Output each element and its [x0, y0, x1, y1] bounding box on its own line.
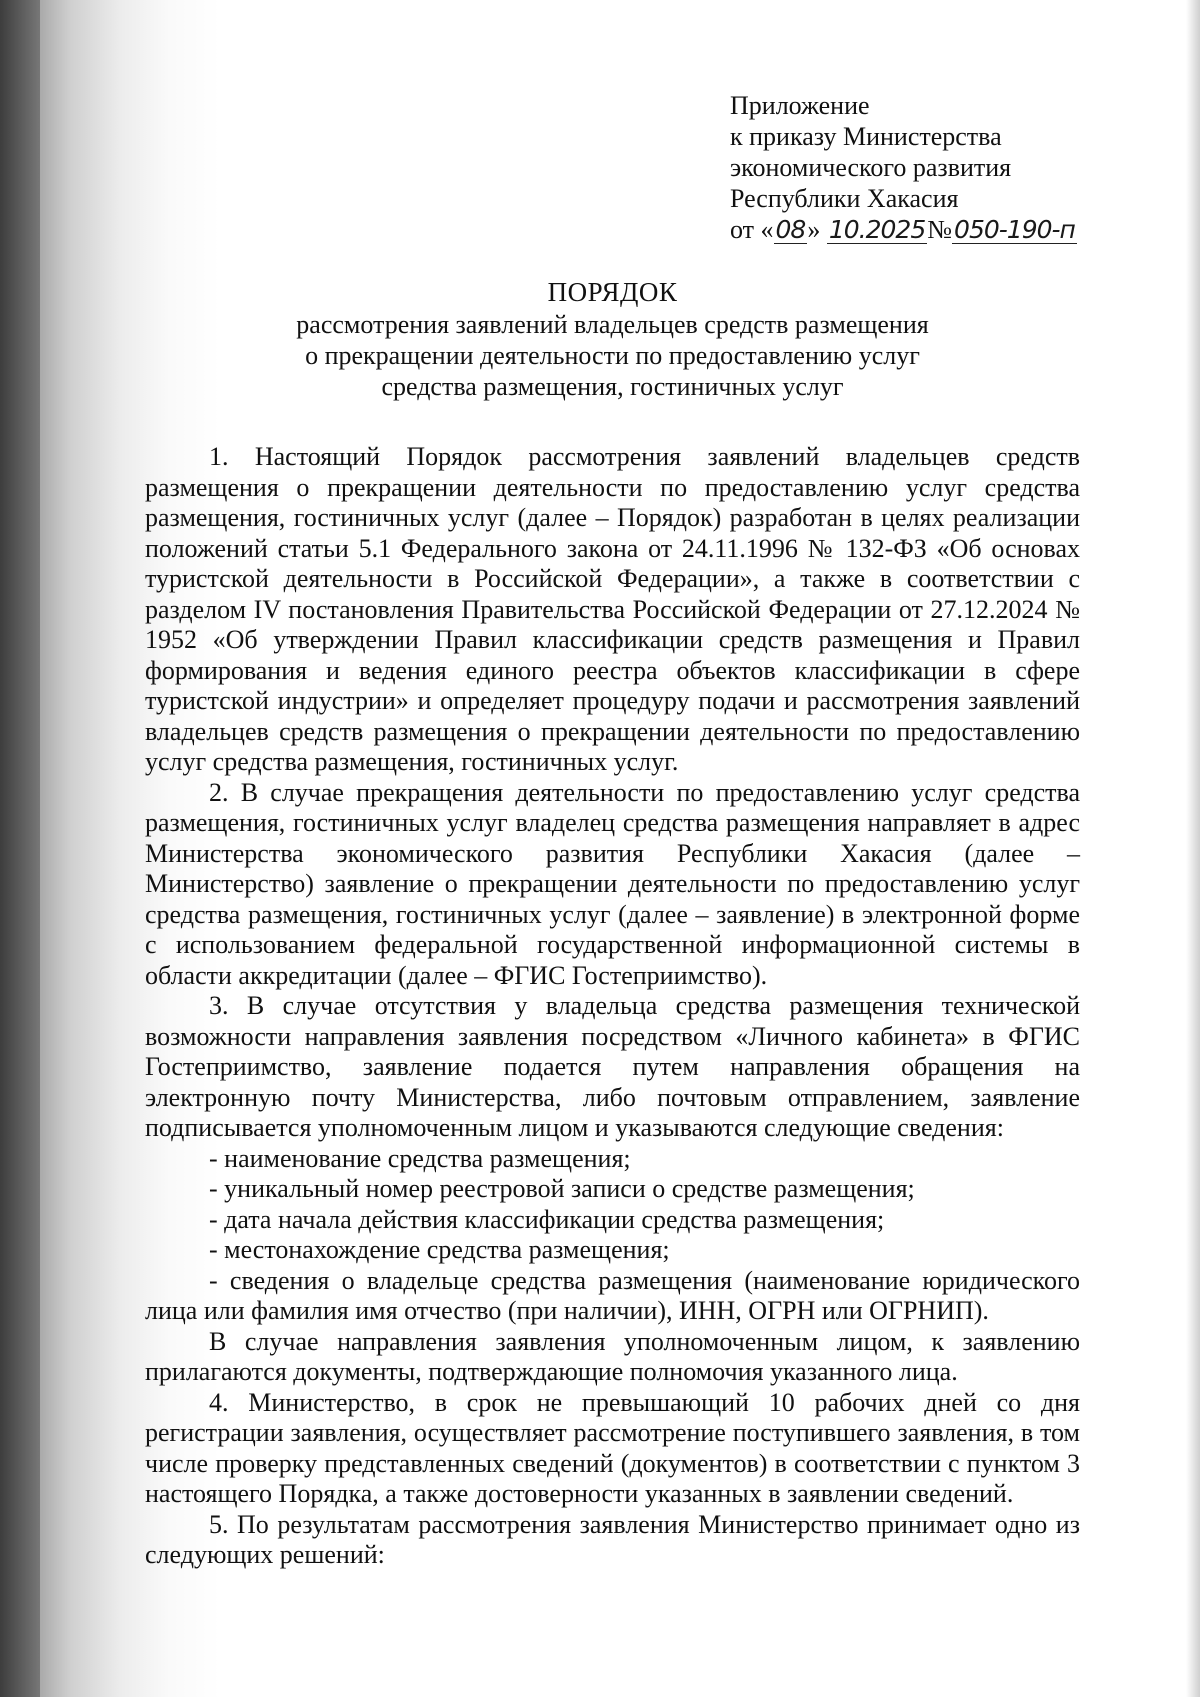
appendix-block: [730, 90, 1090, 245]
scan-shadow-left: [0, 0, 40, 1697]
title-main: ПОРЯДОК: [547, 277, 678, 307]
appendix-line: Приложение: [730, 91, 870, 120]
paragraph-4: 4. Министерство, в срок не превышающий 10 рабочих дней со дня регистрации заявления, осуществляет рассмотрение поступившего заявления, в том числе проверку представленных сведений (документов) в соответствии с пунктом 3 настоящего Порядка, а также достоверности указанных в заявлении сведений.: [145, 1387, 1080, 1508]
number-sign: №: [927, 215, 953, 244]
appendix-line: экономического развития: [730, 153, 1012, 182]
paragraph-2: 2. В случае прекращения деятельности по предоставлению услуг средства размещения, гостиничных услуг владелец средства размещения направляет в адрес Министерства экономического развития Республики Хакасия (далее – Министерство) заявление о прекращении деятельности по предоставлению услуг средства размещения, гостиничных услуг (далее – заявление) в электронной форме с использованием федеральной государственной информационной системы в области аккредитации (далее – ФГИС Гостеприимство).: [145, 777, 1080, 990]
appendix-line: Республики Хакасия: [730, 184, 959, 213]
date-prefix: от «: [730, 215, 774, 244]
handwritten-order-number: 050-190-п: [954, 215, 1075, 244]
appendix-line: к приказу Министерства: [730, 122, 1002, 151]
paragraph-5: 5. По результатам рассмотрения заявления Министерство принимает одно из следующих решений:: [145, 1509, 1080, 1569]
scan-shadow-right: [1186, 0, 1200, 1697]
title-subtitle: о прекращении деятельности по предоставлению услуг: [305, 341, 920, 370]
document-body: [145, 90, 1080, 1571]
paragraph-3: 3. В случае отсутствия у владельца средства размещения технической возможности направления заявления посредством «Личного кабинета» в ФГИС Гостеприимство, заявление подается путем направления обращения на электронную почту Министерства, либо почтовым отправлением, заявление подписывается уполномоченным лицом и указываются следующие сведения:: [145, 991, 1080, 1142]
order-date-number: [730, 214, 1090, 245]
handwritten-day: 08: [775, 215, 806, 244]
list-item: - дата начала действия классификации средства размещения;: [209, 1204, 885, 1234]
title-subtitle: рассмотрения заявлений владельцев средств размещения: [296, 310, 929, 339]
document-text: [145, 442, 1080, 1571]
list-item-owner-info: - сведения о владельце средства размещения (наименование юридического лица или фамилия имя отчество (при наличии), ИНН, ОГРН или ОГРНИП).: [145, 1265, 1080, 1325]
list-item: - наименование средства размещения;: [209, 1143, 631, 1173]
paragraph-3-note: В случае направления заявления уполномоченным лицом, к заявлению прилагаются документы, подтверждающие полномочия указанного лица.: [145, 1326, 1080, 1386]
handwritten-month-year: 10.2025: [828, 215, 926, 244]
title-subtitle: средства размещения, гостиничных услуг: [381, 372, 844, 401]
list-item: - местонахождение средства размещения;: [209, 1235, 670, 1264]
list-item: - уникальный номер реестровой записи о средстве размещения;: [209, 1174, 915, 1203]
paragraph-1: 1. Настоящий Порядок рассмотрения заявлений владельцев средств размещения о прекращении деятельности по предоставлению услуг средства размещения, гостиничных услуг (далее – Порядок) разработан в целях реализации положений статьи 5.1 Федерального закона от 24.11.1996 № 132-ФЗ «Об основах туристской деятельности в Российской Федерации», а также в соответствии с разделом IV постановления Правительства Российской Федерации от 27.12.2024 № 1952 «Об утверждении Правил классификации средств размещения и Правил формирования и ведения единого реестра объектов классификации в сфере туристской индустрии» и определяет процедуру подачи и рассмотрения заявлений владельцев средств размещения о прекращении деятельности по предоставлению услуг средства размещения, гостиничных услуг.: [145, 442, 1080, 776]
document-title: [145, 275, 1080, 402]
date-quote: »: [807, 215, 821, 244]
